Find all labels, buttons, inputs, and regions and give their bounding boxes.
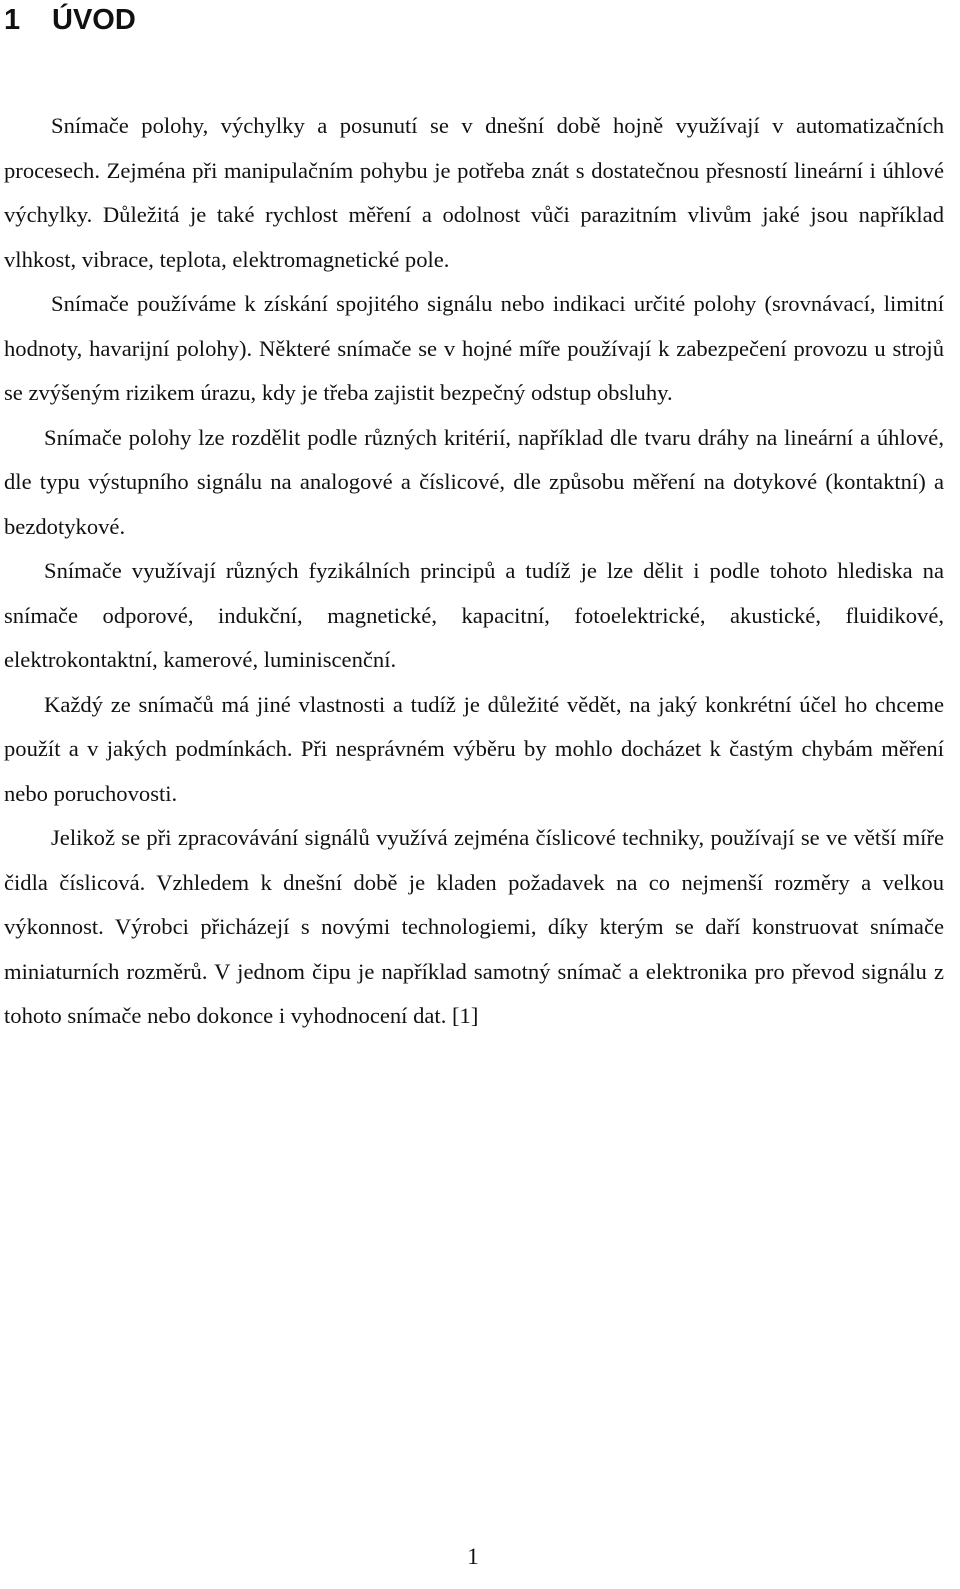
paragraph-classification: Snímače polohy lze rozdělit podle různých kritérií, například dle tvaru dráhy na lineární a úhlové, dle typu výstupního signálu na analogové a číslicové, dle způsobu měření na dotykové (kontaktní) a bezdotykové. [4, 424, 944, 539]
chapter-title: ÚVOD [52, 4, 136, 36]
paragraph-digital: Jelikož se při zpracovávání signálů využívá zejména číslicové techniky, používají se ve větší míře čidla číslicová. Vzhledem k dnešní době je kladen požadavek na co nejmenší rozměry a velkou výkonnost. Výrobci přicházejí s novými technologiemi, díky kterým se daří konstruovat snímače miniaturních rozměrů. V jednom čipu je například samotný snímač a elektronika pro převod signálu z tohoto snímače nebo dokonce i vyhodnocení dat. [1] [4, 825, 944, 1028]
paragraph-intro: Snímače polohy, výchylky a posunutí se v dnešní době hojně využívají v automatizačních procesech. Zejména při manipulačním pohybu je potřeba znát s dostatečnou přesností lineární i úhlové výchylky. Důležitá je také rychlost měření a odolnost vůči parazitním vlivům jaké jsou například vlhkost, vibrace, teplota, elektromagnetické pole. [4, 113, 944, 272]
page-number: 1 [467, 1544, 479, 1569]
chapter-heading [4, 2, 136, 38]
paragraph-principles: Snímače využívají různých fyzikálních principů a tudíž je lze dělit i podle tohoto hlediska na snímače odporové, indukční, magnetické, kapacitní, fotoelektrické, akustické, fluidikové, elektrokontaktní, kamerové, luminiscenční. [4, 558, 944, 672]
paragraph-usage: Snímače používáme k získání spojitého signálu nebo indikaci určité polohy (srovnávací, limitní hodnoty, havarijní polohy). Některé snímače se v hojné míře používají k zabezpečení provozu u strojů se zvýšeným rizikem úrazu, kdy je třeba zajistit bezpečný odstup obsluhy. [4, 291, 944, 405]
chapter-number: 1 [4, 4, 21, 36]
paragraph-properties: Každý ze snímačů má jiné vlastnosti a tudíž je důležité vědět, na jaký konkrétní účel ho chceme použít a v jakých podmínkách. Při nesprávném výběru by mohlo docházet k častým chybám měření nebo poruchovosti. [4, 691, 944, 806]
body-text [4, 104, 944, 1039]
